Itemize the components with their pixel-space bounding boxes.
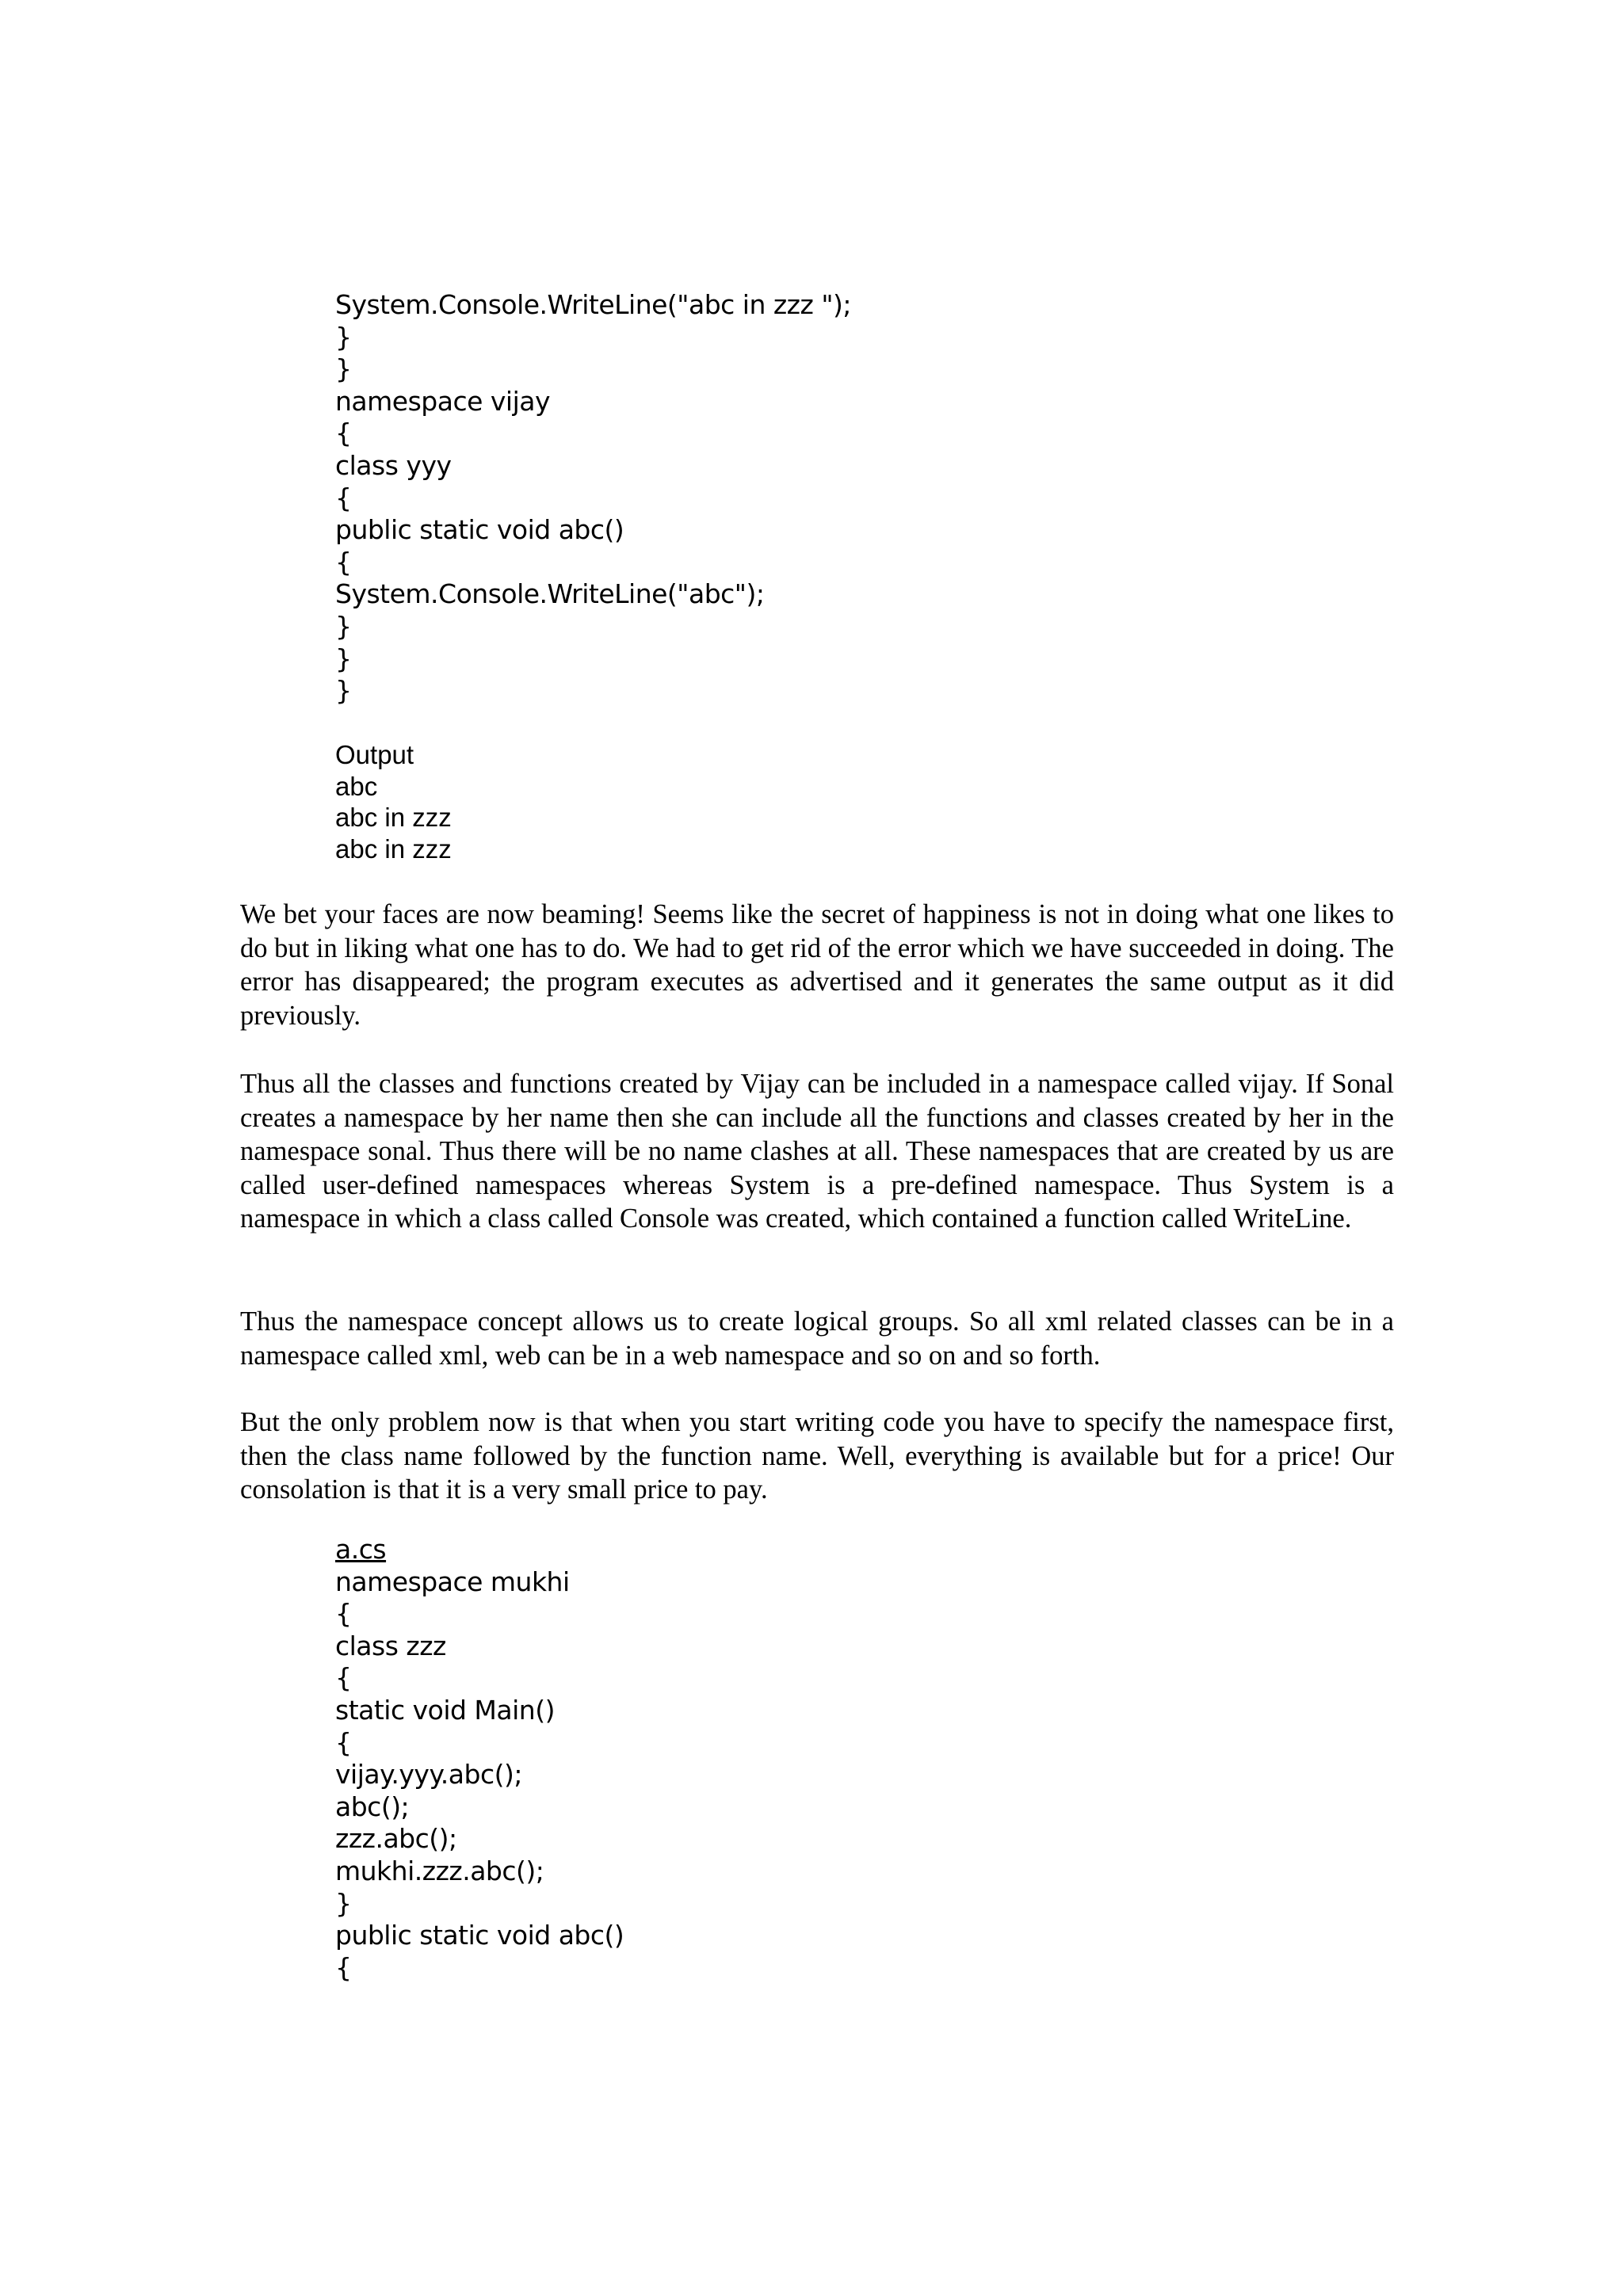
code-listing-top: [335, 289, 851, 707]
output-line: abc in zzz: [335, 803, 452, 832]
paragraph: But the only problem now is that when you start writing code you have to specify the namespace first, then the class name followed by the function name. Well, everything is available but for a price! Our consolation is that it is a very small price to pay.: [240, 1407, 1394, 1505]
code-line: }: [335, 321, 352, 353]
code-line: mukhi.zzz.abc();: [335, 1855, 544, 1886]
code-line: System.Console.WriteLine("abc in zzz ");: [335, 289, 851, 320]
code-line: {: [335, 482, 352, 513]
code-line: }: [335, 353, 352, 385]
paragraph: We bet your faces are now beaming! Seems like the secret of happiness is not in doing what one likes to do but in liking what one has to do. We had to get rid of the error which we have succeeded in doing. The error has disappeared; the program executes as advertised and it generates the same output as it did previously.: [240, 899, 1394, 1031]
code-line: }: [335, 643, 352, 674]
output-line: abc: [335, 771, 378, 801]
code-listing-bottom: [335, 1534, 624, 1984]
code-line: vijay.yyy.abc();: [335, 1759, 522, 1791]
paragraph: Thus all the classes and functions created by Vijay can be included in a namespace called vijay. If Sonal creates a namespace by her name then she can include all the functions and classes created by her in the namespace sonal. Thus there will be no name clashes at all. These namespaces that are created by us are called user-defined namespaces whereas System is a pre-defined namespace. Thus System is a namespace in which a class called Console was created, which contained a function called WriteLine.: [240, 1069, 1394, 1234]
code-line: namespace vijay: [335, 385, 551, 417]
code-line: class zzz: [335, 1630, 446, 1661]
code-line: abc();: [335, 1791, 410, 1822]
code-line: zzz.abc();: [335, 1823, 457, 1855]
code-line: {: [335, 1726, 352, 1758]
code-line: {: [335, 418, 352, 449]
code-line: {: [335, 1951, 352, 1983]
paragraph: Thus the namespace concept allows us to create logical groups. So all xml related classes can be in a namespace called xml, web can be in a web namespace and so on and so forth.: [240, 1306, 1394, 1371]
code-line: {: [335, 1662, 352, 1694]
code-line: }: [335, 675, 352, 707]
code-line: }: [335, 1887, 352, 1919]
output-listing: [335, 739, 452, 864]
output-heading: Output: [335, 740, 414, 769]
code-line: {: [335, 1598, 352, 1630]
code-line: public static void abc(): [335, 1920, 624, 1951]
code-line: {: [335, 546, 352, 578]
code-line: namespace mukhi: [335, 1566, 570, 1597]
code-line: static void Main(): [335, 1694, 555, 1726]
code-line: public static void abc(): [335, 514, 624, 546]
code-line: System.Console.WriteLine("abc");: [335, 578, 765, 610]
output-line: abc in zzz: [335, 833, 452, 864]
code-filename: a.cs: [335, 1534, 387, 1565]
code-line: }: [335, 610, 352, 642]
code-line: class yyy: [335, 449, 452, 481]
